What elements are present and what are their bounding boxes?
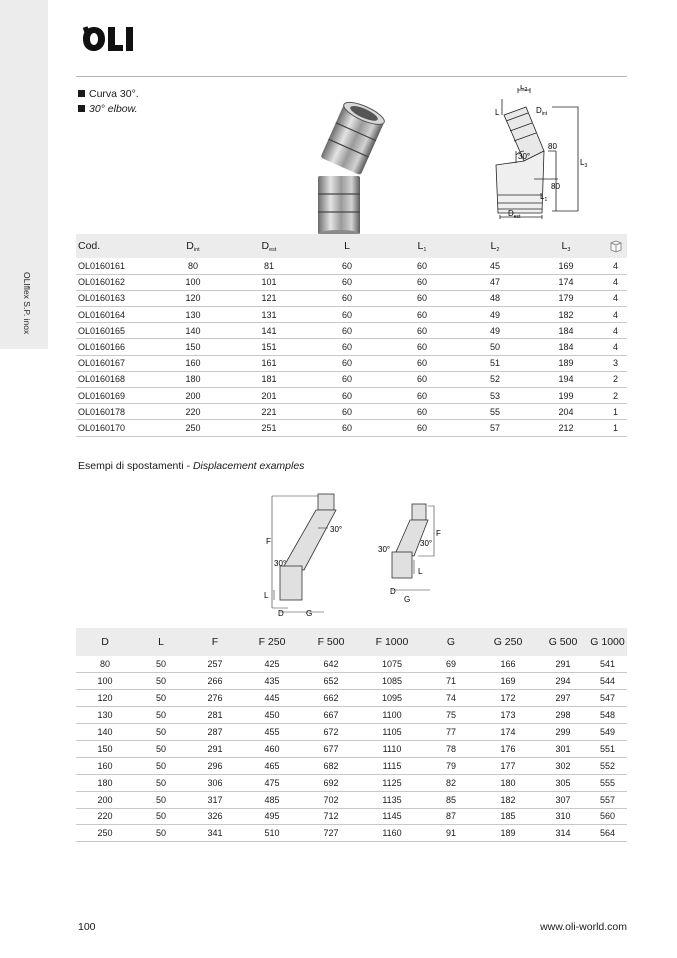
table-cell: 71 [424,673,478,690]
tech-label-l1: $L_1$ [540,192,548,203]
table-cell: OL0160163 [76,290,160,306]
table-cell: 475 [242,774,302,791]
d2-label-g: G [404,595,411,604]
table-cell: 682 [302,757,360,774]
table-cell: 4 [604,258,627,274]
table-cell: 302 [538,757,588,774]
table-cell: 60 [312,307,382,323]
d2-label-angle-right: 30° [420,539,433,548]
table-cell: 81 [226,258,312,274]
table-cell: 50 [462,339,528,355]
table-cell: OL0160164 [76,307,160,323]
table-cell: 47 [462,274,528,290]
table-cell: 50 [134,656,188,673]
table-cell: 281 [188,707,242,724]
table-cell: 221 [226,404,312,420]
table-cell: 317 [188,791,242,808]
table-cell: 4 [604,323,627,339]
col-header: G 1000 [588,628,627,656]
table-cell: 326 [188,808,242,825]
table-cell: 189 [528,355,604,371]
col-header-box [604,234,627,258]
square-bullet-icon [78,90,85,97]
d1-label-g: G [306,609,313,618]
intro-line-it [78,87,139,102]
table-cell: 60 [312,371,382,387]
table-header-row [76,628,627,656]
table-cell: OL0160178 [76,404,160,420]
table-cell: 266 [188,673,242,690]
table-cell: 173 [478,707,538,724]
table-cell: 555 [588,774,627,791]
table-cell: 121 [226,290,312,306]
table-row [76,825,627,842]
table-cell: 301 [538,740,588,757]
table-cell: 60 [382,274,462,290]
table-cell: 60 [312,258,382,274]
table-cell: 50 [134,740,188,757]
table-cell: 294 [538,673,588,690]
table-cell: 1 [604,404,627,420]
elbow-product-image [300,100,400,240]
table-cell: 291 [188,740,242,757]
table-cell: OL0160167 [76,355,160,371]
table-cell: 60 [382,404,462,420]
table-cell: 662 [302,690,360,707]
table-cell: 50 [134,707,188,724]
table-cell: 50 [134,724,188,741]
table-cell: 204 [528,404,604,420]
table-cell: 298 [538,707,588,724]
table-cell: 100 [76,673,134,690]
table-cell: 677 [302,740,360,757]
table-cell: 276 [188,690,242,707]
table-cell: OL0160162 [76,274,160,290]
table-cell: 3 [604,355,627,371]
table-cell: 1145 [360,808,424,825]
table-row [76,740,627,757]
d2-label-l: L [418,567,423,576]
table-cell: 75 [424,707,478,724]
table-cell: 445 [242,690,302,707]
table-cell: 60 [312,355,382,371]
table-row [76,707,627,724]
table-cell: 425 [242,656,302,673]
table-cell: 141 [226,323,312,339]
table-cell: 199 [528,388,604,404]
col-header-cod: Cod. [76,234,160,258]
col-header: G [424,628,478,656]
table-cell: 305 [538,774,588,791]
table-cell: 51 [462,355,528,371]
tech-label-dint: $D_{int}$ [536,106,548,117]
table-cell: 184 [528,323,604,339]
tech-label-angle: 30° [518,152,531,161]
table-cell: 250 [160,420,226,436]
col-header: F 500 [302,628,360,656]
table-cell: 287 [188,724,242,741]
intro-line-en [78,102,139,117]
table-cell: 182 [478,791,538,808]
table-cell: 1075 [360,656,424,673]
displacement-section-title [78,460,304,472]
table-cell: 560 [588,808,627,825]
table-cell: 450 [242,707,302,724]
table-row [76,673,627,690]
col-header: G 250 [478,628,538,656]
table-cell: 180 [76,774,134,791]
table-cell: 120 [160,290,226,306]
table-row [76,323,627,339]
table-cell: 50 [134,690,188,707]
d1-label-l: L [264,591,269,600]
table-cell: OL0160166 [76,339,160,355]
table-cell: 667 [302,707,360,724]
elbow-technical-drawing [478,85,588,225]
table-cell: 52 [462,371,528,387]
table-cell: 82 [424,774,478,791]
table-cell: 182 [528,307,604,323]
sidebar-label: OLIflex S.P. inox [22,272,32,335]
d1-label-f: F [266,537,271,546]
oli-logo [80,26,140,52]
table-cell: 45 [462,258,528,274]
table-cell: 4 [604,339,627,355]
col-header: L [134,628,188,656]
table-cell: 291 [538,656,588,673]
table-cell: 547 [588,690,627,707]
table-cell: 185 [478,808,538,825]
table-cell: 179 [528,290,604,306]
table-cell: 130 [160,307,226,323]
table-cell: 460 [242,740,302,757]
table-cell: 53 [462,388,528,404]
table-cell: 169 [528,258,604,274]
table-cell: 212 [528,420,604,436]
table-row [76,420,627,436]
table-cell: 176 [478,740,538,757]
table-cell: 60 [382,323,462,339]
table-cell: 541 [588,656,627,673]
table-cell: 79 [424,757,478,774]
table-cell: 200 [160,388,226,404]
table-cell: 91 [424,825,478,842]
table-cell: 69 [424,656,478,673]
table-cell: 181 [226,371,312,387]
table-row [76,274,627,290]
table-cell: 50 [134,673,188,690]
table-cell: 160 [160,355,226,371]
col-header-l2: $L_2$ [462,234,528,258]
intro-text-it: Curva 30°. [89,88,139,100]
table-row [76,808,627,825]
table-cell: 712 [302,808,360,825]
table-cell: OL0160169 [76,388,160,404]
table-cell: 495 [242,808,302,825]
table-cell: 250 [76,825,134,842]
table-cell: 57 [462,420,528,436]
table-cell: 1160 [360,825,424,842]
table-cell: 60 [312,404,382,420]
table-cell: 60 [382,420,462,436]
table-cell: 551 [588,740,627,757]
table-row [76,690,627,707]
table-cell: 557 [588,791,627,808]
table-cell: 642 [302,656,360,673]
table-cell: 2 [604,388,627,404]
table-cell: 220 [76,808,134,825]
displacement-table [76,628,627,842]
d1-label-d: D [278,609,284,618]
table-cell: 74 [424,690,478,707]
table-cell: 548 [588,707,627,724]
table-cell: 296 [188,757,242,774]
square-bullet-icon [78,105,85,112]
table-cell: 2 [604,371,627,387]
table-cell: 60 [382,290,462,306]
d2-label-angle-left: 30° [378,545,391,554]
product-codes-table [76,234,627,437]
table-row [76,774,627,791]
website-link[interactable]: www.oli-world.com [540,921,627,933]
table-row [76,307,627,323]
table-row [76,355,627,371]
table-cell: 120 [76,690,134,707]
col-header: F 250 [242,628,302,656]
table-header-row [76,234,627,258]
top-divider [76,76,627,77]
table-cell: 307 [538,791,588,808]
tech-label-dim2: 80 [551,182,560,191]
table-cell: 60 [382,339,462,355]
tech-label-l2: $L_2$ [520,85,528,93]
table-cell: 50 [134,791,188,808]
col-header-l: L [312,234,382,258]
table-row [76,290,627,306]
table-cell: 1085 [360,673,424,690]
displacement-diagram-small [374,500,450,604]
table-cell: 180 [160,371,226,387]
displacement-title-it: Esempi di spostamenti - [78,460,193,472]
tech-label-l: L [495,108,500,117]
table-cell: 50 [134,774,188,791]
table-cell: 166 [478,656,538,673]
table-cell: 1110 [360,740,424,757]
table-cell: 297 [538,690,588,707]
table-cell: 60 [382,388,462,404]
table-row [76,388,627,404]
table-cell: 672 [302,724,360,741]
table-row [76,371,627,387]
table-cell: 60 [312,323,382,339]
table-cell: 552 [588,757,627,774]
table-cell: 60 [312,339,382,355]
table-row [76,656,627,673]
table-cell: 485 [242,791,302,808]
col-header-dint: $D_{int}$ [160,234,226,258]
table-cell: 130 [76,707,134,724]
table-cell: 160 [76,757,134,774]
table-cell: 80 [160,258,226,274]
table-cell: 55 [462,404,528,420]
table-cell: 100 [160,274,226,290]
table-row [76,791,627,808]
table-cell: 78 [424,740,478,757]
table-cell: OL0160170 [76,420,160,436]
table-row [76,339,627,355]
table-row [76,404,627,420]
tech-label-dest: $D_{est}$ [508,209,521,220]
table-cell: 1135 [360,791,424,808]
table-cell: 85 [424,791,478,808]
table-cell: 4 [604,307,627,323]
table-cell: 174 [528,274,604,290]
table-cell: 50 [134,808,188,825]
table-cell: 80 [76,656,134,673]
table-cell: 60 [382,258,462,274]
table-cell: 564 [588,825,627,842]
table-cell: 220 [160,404,226,420]
table-cell: OL0160168 [76,371,160,387]
table-cell: 549 [588,724,627,741]
table-cell: 180 [478,774,538,791]
table-cell: 465 [242,757,302,774]
product-intro [78,87,139,117]
table-cell: 60 [312,388,382,404]
table-cell: 101 [226,274,312,290]
table-cell: OL0160161 [76,258,160,274]
d2-label-f: F [436,529,441,538]
table-row [76,258,627,274]
table-cell: 435 [242,673,302,690]
table-cell: 652 [302,673,360,690]
table-cell: OL0160165 [76,323,160,339]
table-cell: 177 [478,757,538,774]
table-cell: 60 [382,355,462,371]
table-cell: 49 [462,307,528,323]
table-cell: 60 [312,274,382,290]
table-cell: 455 [242,724,302,741]
table-cell: 60 [382,371,462,387]
col-header: D [76,628,134,656]
table-cell: 150 [76,740,134,757]
col-header-l1: $L_1$ [382,234,462,258]
table-row [76,724,627,741]
tech-label-dim1: 80 [548,142,557,151]
table-cell: 341 [188,825,242,842]
table-cell: 50 [134,757,188,774]
table-cell: 77 [424,724,478,741]
d1-label-angle-top: 30° [330,525,343,534]
d2-label-d: D [390,587,396,596]
table-cell: 151 [226,339,312,355]
table-cell: 189 [478,825,538,842]
table-cell: 60 [312,420,382,436]
table-cell: 544 [588,673,627,690]
table-cell: 4 [604,290,627,306]
table-cell: 49 [462,323,528,339]
table-cell: 60 [382,307,462,323]
col-header: F 1000 [360,628,424,656]
table-cell: 150 [160,339,226,355]
table-cell: 194 [528,371,604,387]
table-cell: 702 [302,791,360,808]
table-cell: 1125 [360,774,424,791]
table-cell: 692 [302,774,360,791]
table-cell: 161 [226,355,312,371]
table-cell: 314 [538,825,588,842]
tech-label-l3: $L_3$ [580,158,588,169]
table-cell: 510 [242,825,302,842]
table-cell: 299 [538,724,588,741]
table-cell: 184 [528,339,604,355]
table-cell: 1115 [360,757,424,774]
box-package-icon [609,239,623,253]
table-cell: 251 [226,420,312,436]
table-row [76,757,627,774]
table-cell: 1105 [360,724,424,741]
d1-label-angle-bottom: 30° [274,559,287,568]
table-cell: 201 [226,388,312,404]
displacement-title-en: Displacement examples [192,460,305,472]
col-header-dest: $D_{est}$ [226,234,312,258]
table-cell: 140 [76,724,134,741]
displacement-diagram-large [258,488,356,618]
table-cell: 727 [302,825,360,842]
table-cell: 306 [188,774,242,791]
table-cell: 1100 [360,707,424,724]
table-cell: 200 [76,791,134,808]
col-header: F [188,628,242,656]
table-cell: 169 [478,673,538,690]
table-cell: 140 [160,323,226,339]
table-cell: 60 [312,290,382,306]
col-header: G 500 [538,628,588,656]
col-header-l3: $L_3$ [528,234,604,258]
table-cell: 1095 [360,690,424,707]
page-number: 100 [78,921,96,933]
table-cell: 4 [604,274,627,290]
table-cell: 172 [478,690,538,707]
table-cell: 1 [604,420,627,436]
table-cell: 310 [538,808,588,825]
table-cell: 48 [462,290,528,306]
table-cell: 257 [188,656,242,673]
table-cell: 174 [478,724,538,741]
table-cell: 87 [424,808,478,825]
table-cell: 131 [226,307,312,323]
intro-text-en: 30° elbow. [89,103,138,115]
table-cell: 50 [134,825,188,842]
